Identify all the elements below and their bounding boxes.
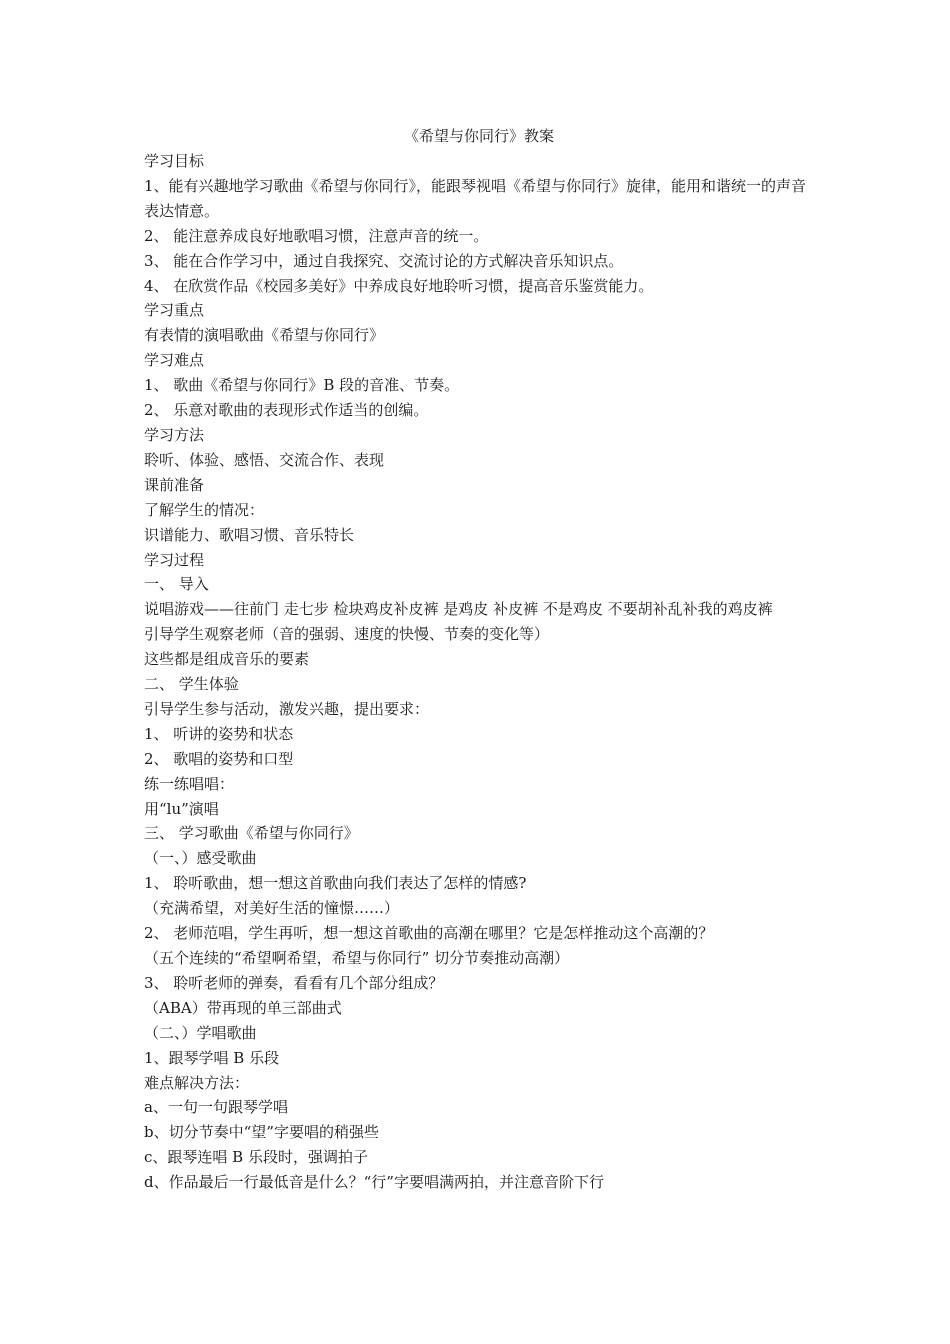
text-line: （一、）感受歌曲 bbox=[144, 849, 257, 868]
text-line: 3、 能在合作学习中，通过自我探究、交流讨论的方式解决音乐知识点。 bbox=[144, 251, 624, 270]
text-line: 3、 聆听老师的弹奏，看看有几个部分组成？ bbox=[144, 973, 444, 992]
text-line: 2、 老师范唱，学生再听，想一想这首歌曲的高潮在哪里？它是怎样推动这个高潮的？ bbox=[144, 924, 714, 943]
text-line: 学习重点 bbox=[144, 301, 205, 320]
text-line: （ABA）带再现的单三部曲式 bbox=[144, 998, 342, 1017]
text-line: 练一练唱唱： bbox=[144, 774, 235, 793]
text-line: b、切分节奏中“望”字要唱的稍强些 bbox=[144, 1123, 379, 1142]
text-line: 三、 学习歌曲《希望与你同行》 bbox=[144, 824, 359, 843]
text-line: 说唱游戏——往前门 走七步 检块鸡皮补皮裤 是鸡皮 补皮裤 不是鸡皮 不要胡补乱补我的鸡皮裤 bbox=[144, 600, 773, 619]
text-line: 2、 乐意对歌曲的表现形式作适当的创编。 bbox=[144, 401, 429, 420]
text-line: 课前准备 bbox=[144, 475, 205, 494]
text-line: 4、 在欣赏作品《校园多美好》中养成良好地聆听习惯，提高音乐鉴赏能力。 bbox=[144, 276, 654, 295]
text-line: 难点解决方法： bbox=[144, 1073, 250, 1092]
text-line: d、作品最后一行最低音是什么？“行”字要唱满两拍，并注意音阶下行 bbox=[144, 1173, 604, 1192]
text-line: 引导学生观察老师（音的强弱、速度的快慢、节奏的变化等） bbox=[144, 625, 550, 644]
text-line: 1、 聆听歌曲，想一想这首歌曲向我们表达了怎样的情感? bbox=[144, 874, 527, 893]
document-title: 《希望与你同行》教案 bbox=[403, 127, 554, 145]
text-line: 了解学生的情况： bbox=[144, 500, 265, 519]
text-line: 学习方法 bbox=[144, 425, 205, 444]
text-line: （五个连续的“希望啊希望，希望与你同行” 切分节奏推动高潮） bbox=[144, 949, 570, 967]
text-line: 这些都是组成音乐的要素 bbox=[144, 650, 310, 669]
text-line: 1、跟琴学唱 B 乐段 bbox=[144, 1048, 280, 1067]
document-body bbox=[144, 149, 814, 1195]
text-line: 1、 听讲的姿势和状态 bbox=[144, 724, 294, 743]
text-line: a、一句一句跟琴学唱 bbox=[144, 1098, 288, 1117]
text-line: 2、 能注意养成良好地歌唱习惯，注意声音的统一。 bbox=[144, 226, 489, 245]
text-line: 聆听、体验、感悟、交流合作、表现 bbox=[144, 450, 385, 469]
text-line: 一、 导入 bbox=[144, 575, 209, 594]
text-line: 1、 歌曲《希望与你同行》B 段的音准、节奏。 bbox=[144, 376, 460, 395]
text-line: （充满希望，对美好生活的憧憬……） bbox=[144, 899, 400, 918]
text-line: 二、 学生体验 bbox=[144, 675, 239, 694]
document-page bbox=[144, 124, 814, 1195]
text-line: 学习目标 bbox=[144, 152, 205, 170]
text-line: 有表情的演唱歌曲《希望与你同行》 bbox=[144, 326, 385, 345]
text-line: 识谱能力、歌唱习惯、音乐特长 bbox=[144, 525, 355, 544]
text-line: c、跟琴连唱 B 乐段时，强调拍子 bbox=[144, 1148, 368, 1167]
text-line: 2、 歌唱的姿势和口型 bbox=[144, 749, 294, 768]
text-line: 1、能有兴趣地学习歌曲《希望与你同行》，能跟琴视唱《希望与你同行》旋律，能用和谐统一的声音表达情意。 bbox=[144, 176, 807, 220]
text-line: （二、）学唱歌曲 bbox=[144, 1023, 257, 1042]
text-line: 引导学生参与活动，激发兴趣，提出要求： bbox=[144, 699, 430, 718]
text-line: 学习过程 bbox=[144, 550, 205, 569]
text-line: 用“lu”演唱 bbox=[144, 799, 219, 818]
text-line: 学习难点 bbox=[144, 351, 205, 370]
